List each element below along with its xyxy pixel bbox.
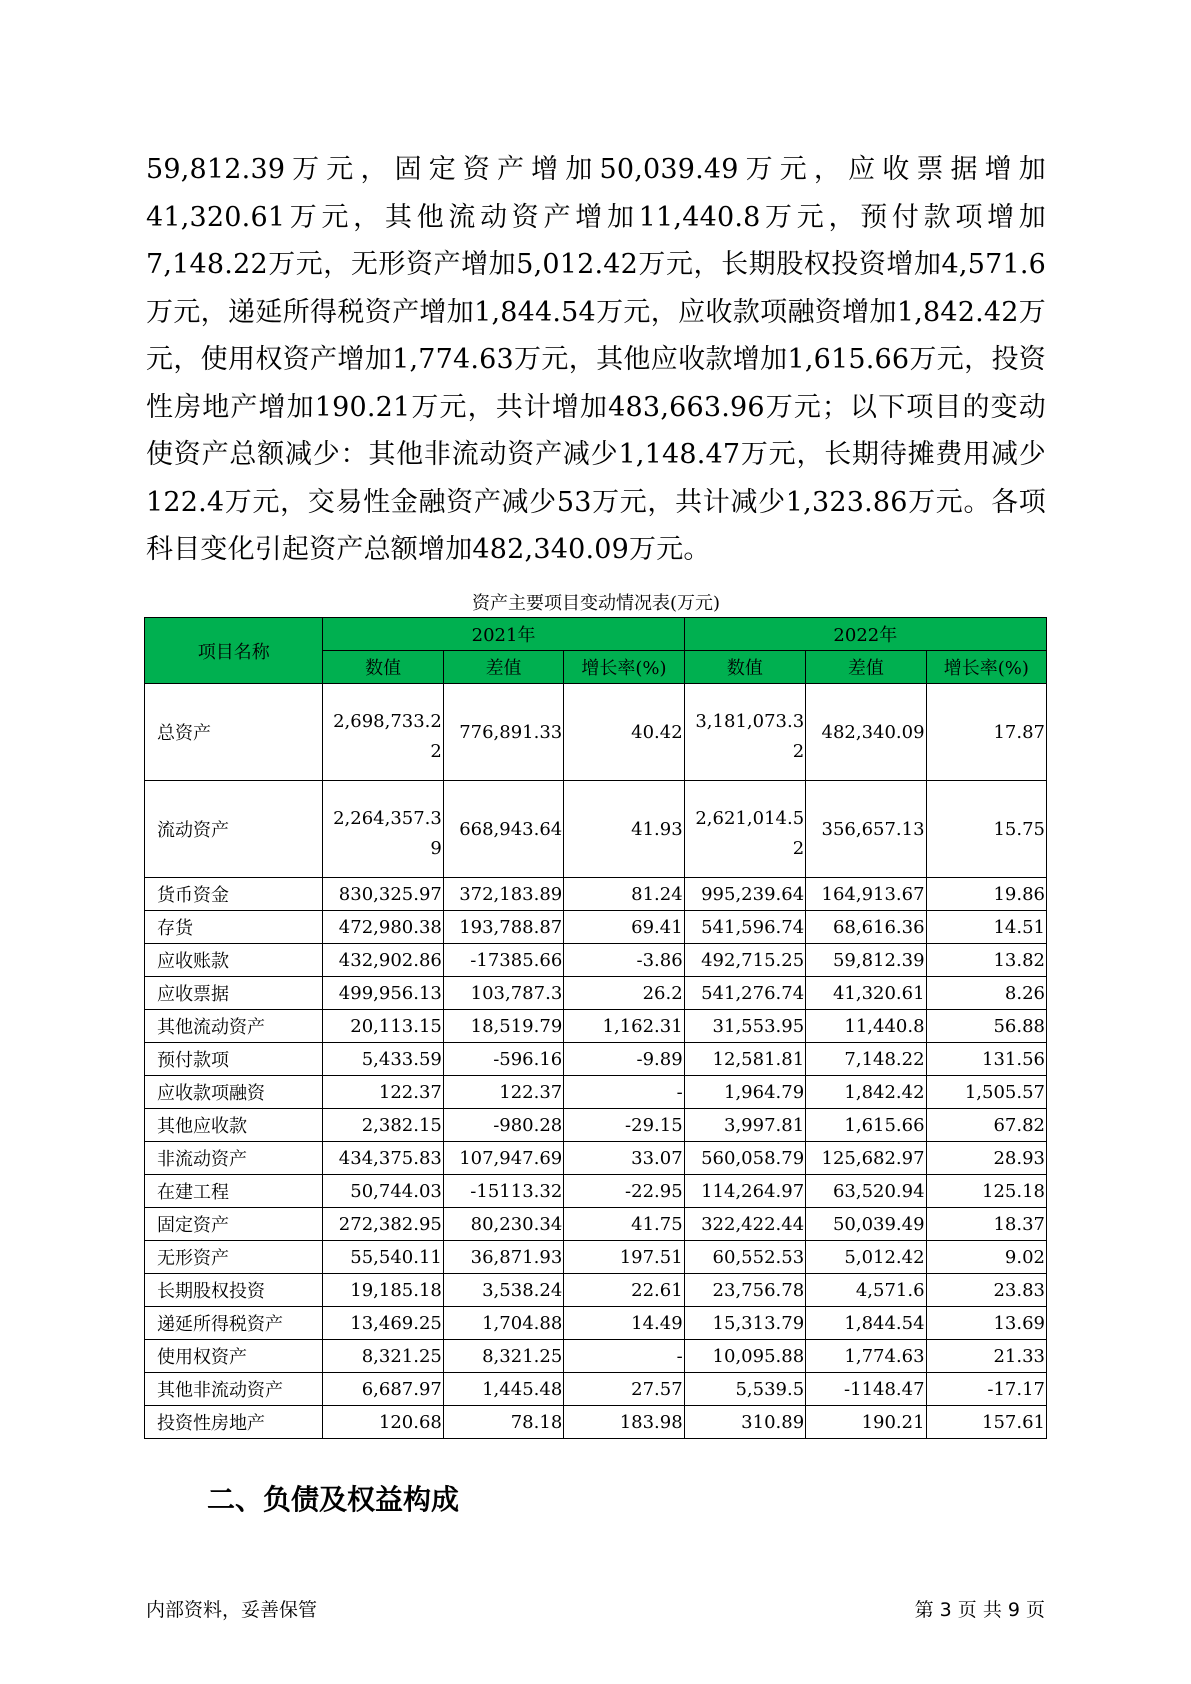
header-2022-rate: 增长率(%) [926, 651, 1046, 684]
row-2022-diff: 5,012.42 [806, 1241, 926, 1274]
row-name: 非流动资产 [145, 1142, 323, 1175]
row-name: 其他非流动资产 [145, 1373, 323, 1406]
row-2021-diff: 103,787.3 [443, 977, 563, 1010]
row-2022-value: 310.89 [684, 1406, 805, 1439]
row-2021-rate: -29.15 [564, 1109, 684, 1142]
row-2021-diff: 668,943.64 [443, 781, 563, 878]
table-row [145, 1142, 1047, 1175]
table-row [145, 878, 1047, 911]
header-year-2022: 2022年 [684, 618, 1046, 651]
row-2021-diff: -15113.32 [443, 1175, 563, 1208]
row-2022-rate: 23.83 [926, 1274, 1046, 1307]
row-2021-value: 13,469.25 [323, 1307, 443, 1340]
row-2021-value: 8,321.25 [323, 1340, 443, 1373]
row-2022-value: 995,239.64 [684, 878, 805, 911]
header-2021-diff: 差值 [443, 651, 563, 684]
row-2021-rate: 26.2 [564, 977, 684, 1010]
body-paragraph [146, 146, 1046, 574]
row-2022-diff: 1,844.54 [806, 1307, 926, 1340]
row-2022-diff: 50,039.49 [806, 1208, 926, 1241]
row-2022-diff: 1,774.63 [806, 1340, 926, 1373]
row-2021-diff: 80,230.34 [443, 1208, 563, 1241]
table-body [145, 684, 1047, 1439]
row-2021-rate: 41.75 [564, 1208, 684, 1241]
row-name: 长期股权投资 [145, 1274, 323, 1307]
row-name: 使用权资产 [145, 1340, 323, 1373]
table-row [145, 1175, 1047, 1208]
row-2022-diff: 7,148.22 [806, 1043, 926, 1076]
table-row [145, 1406, 1047, 1439]
row-2021-value: 50,744.03 [323, 1175, 443, 1208]
row-2022-rate: 13.69 [926, 1307, 1046, 1340]
row-2021-value: 499,956.13 [323, 977, 443, 1010]
row-2022-value: 541,596.74 [684, 911, 805, 944]
row-2022-value: 560,058.79 [684, 1142, 805, 1175]
row-2022-rate: 1,505.57 [926, 1076, 1046, 1109]
row-2022-value: 3,997.81 [684, 1109, 805, 1142]
header-item-name: 项目名称 [145, 618, 323, 684]
row-2021-diff: 3,538.24 [443, 1274, 563, 1307]
table-row [145, 1241, 1047, 1274]
row-2022-rate: 125.18 [926, 1175, 1046, 1208]
row-name: 在建工程 [145, 1175, 323, 1208]
row-2021-diff: 107,947.69 [443, 1142, 563, 1175]
row-2021-value: 122.37 [323, 1076, 443, 1109]
row-2022-rate: 8.26 [926, 977, 1046, 1010]
row-2022-diff: 125,682.97 [806, 1142, 926, 1175]
row-name: 投资性房地产 [145, 1406, 323, 1439]
row-2022-value: 3,181,073.32 [684, 684, 805, 781]
row-2022-diff: 164,913.67 [806, 878, 926, 911]
row-2022-rate: 131.56 [926, 1043, 1046, 1076]
row-name: 应收款项融资 [145, 1076, 323, 1109]
body-paragraph-text: 59,812.39万元，固定资产增加50,039.49万元，应收票据增加41,320.61万元，其他流动资产增加11,440.8万元，预付款项增加7,148.22万元，无形资产增加5,012.42万元，长期股权投资增加4,571.6万元，递延所得税资产增加1,844.54万元，应收款项融资增加1,842.42万元，使用权资产增加1,774.63万元，其他应收款增加1,615.66万元，投资性房地产增加190.21万元，共计增加483,663.96万元；以下项目的变动使资产总额减少：其他非流动资产减少1,148.47万元，长期待摊费用减少122.4万元，交易性金融资产减少53万元，共计减少1,323.86万元。各项科目变化引起资产总额增加482,340.09万元。 [146, 154, 1046, 565]
row-2021-diff: -980.28 [443, 1109, 563, 1142]
row-2022-value: 10,095.88 [684, 1340, 805, 1373]
row-2021-value: 120.68 [323, 1406, 443, 1439]
row-2022-diff: 1,842.42 [806, 1076, 926, 1109]
table-row [145, 684, 1047, 781]
table-row [145, 1307, 1047, 1340]
row-name: 递延所得税资产 [145, 1307, 323, 1340]
row-2022-rate: 56.88 [926, 1010, 1046, 1043]
row-2022-rate: 19.86 [926, 878, 1046, 911]
row-2022-diff: 190.21 [806, 1406, 926, 1439]
section-heading: 二、负债及权益构成 [207, 1483, 460, 1516]
row-2021-diff: 372,183.89 [443, 878, 563, 911]
row-2021-rate: 22.61 [564, 1274, 684, 1307]
asset-change-table [144, 617, 1047, 1439]
footer-page-number: 第 3 页 共 9 页 [914, 1599, 1045, 1621]
row-2021-value: 2,382.15 [323, 1109, 443, 1142]
row-2021-rate: 183.98 [564, 1406, 684, 1439]
header-2021-rate: 增长率(%) [564, 651, 684, 684]
row-2021-value: 55,540.11 [323, 1241, 443, 1274]
row-2021-rate: -9.89 [564, 1043, 684, 1076]
row-2022-value: 541,276.74 [684, 977, 805, 1010]
row-2021-diff: 122.37 [443, 1076, 563, 1109]
row-2021-rate: 41.93 [564, 781, 684, 878]
row-2022-diff: 11,440.8 [806, 1010, 926, 1043]
table-row [145, 1010, 1047, 1043]
table-caption: 资产主要项目变动情况表(万元) [471, 593, 721, 614]
row-2022-rate: 17.87 [926, 684, 1046, 781]
row-2021-rate: - [564, 1076, 684, 1109]
row-2021-diff: 78.18 [443, 1406, 563, 1439]
row-name: 流动资产 [145, 781, 323, 878]
row-2021-value: 2,698,733.22 [323, 684, 443, 781]
row-2021-rate: 197.51 [564, 1241, 684, 1274]
row-name: 预付款项 [145, 1043, 323, 1076]
row-2022-rate: 15.75 [926, 781, 1046, 878]
row-2022-value: 23,756.78 [684, 1274, 805, 1307]
row-2022-rate: 9.02 [926, 1241, 1046, 1274]
table-row [145, 1043, 1047, 1076]
row-2022-diff: -1148.47 [806, 1373, 926, 1406]
row-2021-rate: 40.42 [564, 684, 684, 781]
row-2022-rate: 14.51 [926, 911, 1046, 944]
row-2022-rate: 157.61 [926, 1406, 1046, 1439]
row-2022-rate: 67.82 [926, 1109, 1046, 1142]
row-2022-diff: 1,615.66 [806, 1109, 926, 1142]
row-2021-value: 6,687.97 [323, 1373, 443, 1406]
row-name: 存货 [145, 911, 323, 944]
row-2022-value: 492,715.25 [684, 944, 805, 977]
row-name: 总资产 [145, 684, 323, 781]
table-row [145, 1208, 1047, 1241]
table-row [145, 1373, 1047, 1406]
header-2022-diff: 差值 [806, 651, 926, 684]
row-2022-rate: 13.82 [926, 944, 1046, 977]
row-2022-diff: 63,520.94 [806, 1175, 926, 1208]
row-2022-rate: 18.37 [926, 1208, 1046, 1241]
row-2022-rate: -17.17 [926, 1373, 1046, 1406]
row-2021-rate: - [564, 1340, 684, 1373]
row-2022-value: 322,422.44 [684, 1208, 805, 1241]
row-2021-diff: 1,704.88 [443, 1307, 563, 1340]
row-2021-rate: -22.95 [564, 1175, 684, 1208]
row-2021-rate: 69.41 [564, 911, 684, 944]
row-2022-value: 114,264.97 [684, 1175, 805, 1208]
row-2022-diff: 59,812.39 [806, 944, 926, 977]
row-name: 无形资产 [145, 1241, 323, 1274]
row-2021-rate: 33.07 [564, 1142, 684, 1175]
row-2021-diff: 36,871.93 [443, 1241, 563, 1274]
table-row [145, 781, 1047, 878]
row-2021-value: 472,980.38 [323, 911, 443, 944]
table-row [145, 1109, 1047, 1142]
footer-confidential-note: 内部资料，妥善保管 [146, 1599, 318, 1621]
row-2021-diff: 8,321.25 [443, 1340, 563, 1373]
table-row [145, 944, 1047, 977]
row-2021-diff: -17385.66 [443, 944, 563, 977]
row-2021-diff: 776,891.33 [443, 684, 563, 781]
row-2021-value: 830,325.97 [323, 878, 443, 911]
row-2022-rate: 21.33 [926, 1340, 1046, 1373]
row-2022-value: 15,313.79 [684, 1307, 805, 1340]
table-row [145, 1274, 1047, 1307]
table-row [145, 1076, 1047, 1109]
row-name: 货币资金 [145, 878, 323, 911]
row-2021-diff: 193,788.87 [443, 911, 563, 944]
row-2022-diff: 356,657.13 [806, 781, 926, 878]
row-2021-value: 2,264,357.39 [323, 781, 443, 878]
row-2021-value: 432,902.86 [323, 944, 443, 977]
row-2021-rate: 14.49 [564, 1307, 684, 1340]
header-2022-value: 数值 [684, 651, 805, 684]
header-2021-value: 数值 [323, 651, 443, 684]
row-name: 其他流动资产 [145, 1010, 323, 1043]
table-row [145, 977, 1047, 1010]
row-2022-rate: 28.93 [926, 1142, 1046, 1175]
table-header [145, 618, 1047, 684]
row-2022-diff: 4,571.6 [806, 1274, 926, 1307]
row-2021-value: 272,382.95 [323, 1208, 443, 1241]
row-2022-diff: 482,340.09 [806, 684, 926, 781]
row-2021-value: 5,433.59 [323, 1043, 443, 1076]
row-2021-value: 434,375.83 [323, 1142, 443, 1175]
row-2021-rate: 81.24 [564, 878, 684, 911]
row-2022-value: 2,621,014.52 [684, 781, 805, 878]
row-name: 其他应收款 [145, 1109, 323, 1142]
row-2022-diff: 41,320.61 [806, 977, 926, 1010]
row-2021-rate: 27.57 [564, 1373, 684, 1406]
row-2022-value: 12,581.81 [684, 1043, 805, 1076]
row-2022-value: 60,552.53 [684, 1241, 805, 1274]
row-2021-value: 20,113.15 [323, 1010, 443, 1043]
row-2021-value: 19,185.18 [323, 1274, 443, 1307]
row-2021-rate: -3.86 [564, 944, 684, 977]
row-2022-value: 31,553.95 [684, 1010, 805, 1043]
table-row [145, 911, 1047, 944]
row-name: 固定资产 [145, 1208, 323, 1241]
row-2021-diff: 18,519.79 [443, 1010, 563, 1043]
row-2022-value: 1,964.79 [684, 1076, 805, 1109]
row-2022-diff: 68,616.36 [806, 911, 926, 944]
row-name: 应收票据 [145, 977, 323, 1010]
row-name: 应收账款 [145, 944, 323, 977]
row-2022-value: 5,539.5 [684, 1373, 805, 1406]
header-year-2021: 2021年 [323, 618, 684, 651]
row-2021-rate: 1,162.31 [564, 1010, 684, 1043]
table-row [145, 1340, 1047, 1373]
row-2021-diff: 1,445.48 [443, 1373, 563, 1406]
row-2021-diff: -596.16 [443, 1043, 563, 1076]
